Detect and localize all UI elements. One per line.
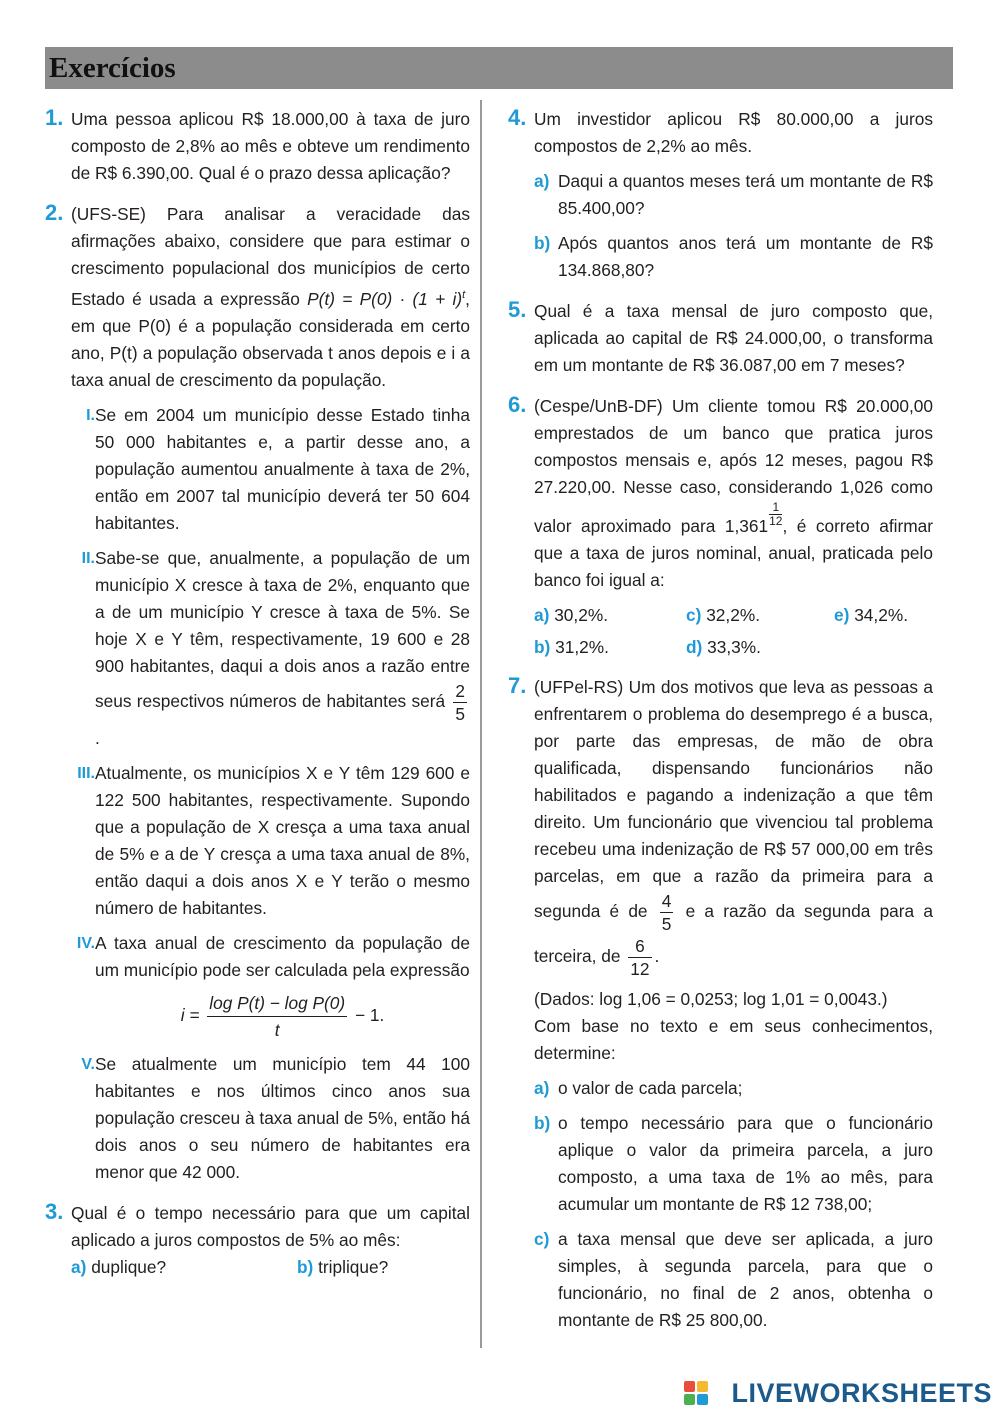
fraction-numerator: 2	[455, 680, 465, 701]
statement-body: Sabe-se que, anualmente, a população de um município X cresce à taxa de 2%, enquanto que a de um município Y cresce à taxa de 5%. Se hoje X e Y têm, respectivamente, 19 600 e 28 900 habitantes, daqui a dois anos a razão entre seus respectivos números de habitantes será	[95, 547, 470, 711]
item-text: Após quantos anos terá um montante de R$ 134.868,80?	[558, 233, 933, 280]
question-3	[45, 1200, 470, 1281]
fraction-numerator: 6	[628, 935, 651, 958]
item-letter: b)	[534, 233, 551, 253]
given-data: (Dados: log 1,06 = 0,0253; log 1,01 = 0,0043.)	[534, 988, 888, 1009]
question-5	[508, 298, 933, 379]
question-number: 5.	[508, 297, 527, 322]
question-2	[45, 201, 470, 394]
statement-text: A taxa anual de crescimento da população de um município pode ser calculada pela expressão	[95, 932, 470, 980]
item-4a	[508, 168, 933, 222]
expression-exponent: t	[462, 289, 466, 301]
fraction-1	[660, 890, 674, 935]
option-text: 32,2%.	[706, 604, 760, 625]
option-text: 34,2%.	[854, 604, 908, 625]
liveworksheets-logo-icon	[684, 1381, 708, 1405]
liveworksheets-brand[interactable]: LIVEWORKSHEETS	[731, 1378, 992, 1408]
formula-numerator: log P(t) − log P(0)	[207, 990, 347, 1017]
statement-end: .	[95, 727, 100, 748]
option-letter: b)	[297, 1256, 314, 1277]
statement-iii	[45, 760, 470, 922]
question-text	[534, 674, 933, 980]
roman-label: II.	[81, 549, 95, 567]
question-4	[508, 106, 933, 160]
fraction-denominator: 12	[630, 958, 650, 979]
question-number: 1.	[45, 105, 64, 130]
instruction-text: Com base no texto e em seus conhecimentos, determine:	[534, 1015, 933, 1063]
item-text: o valor de cada parcela;	[558, 1077, 743, 1098]
item-4b	[508, 230, 933, 284]
item-letter: a)	[534, 171, 550, 191]
option-text: 31,2%.	[555, 636, 609, 657]
question-text-part-1: (UFPel-RS) Um dos motivos que leva as pessoas a enfrentarem o problema do desemprego é a busca, por parte das empresas, de mão de obra qualificada, dispensando funcionários não habilitados e pagando a indenização a que têm direito. Um funcionário que vivenciou tal problema recebeu uma indenização de R$ 57 000,00 em três parcelas, em que a razão da primeira para a segunda é de	[534, 676, 933, 921]
question-number: 4.	[508, 105, 527, 130]
option-text: 33,3%.	[707, 636, 761, 657]
question-text-part-3: .	[654, 945, 660, 966]
formula-rhs: − 1.	[354, 1004, 385, 1025]
options-row-1	[534, 602, 933, 634]
page-title: Exercícios	[49, 52, 176, 84]
question-text-part-1: (Cespe/UnB-DF) Um cliente tomou R$ 20.000,00 emprestados de um banco que pratica juros compostos mensais e, após 12 meses, pagou R$ 27.220,00. Nesse caso, considerando 1,026 como valor aproximado para 1,361	[534, 396, 933, 536]
answer-options	[71, 1254, 470, 1281]
item-text: Daqui a quantos meses terá um montante de R$ 85.400,00?	[558, 171, 933, 218]
statement-iv	[45, 930, 470, 1043]
growth-formula	[95, 990, 470, 1043]
roman-label: V.	[81, 1055, 95, 1073]
fraction	[453, 680, 467, 725]
statement-text: Se em 2004 um município desse Estado tinha 50 000 habitantes e, a partir desse ano, a população aumentou anualmente à taxa de 2%, então em 2007 tal município deverá ter 50 604 habitantes.	[95, 404, 470, 533]
fraction-denominator: 5	[455, 703, 465, 724]
question-text-part-2: e a razão da segunda para a terceira, de	[534, 900, 933, 966]
question-text	[534, 393, 933, 594]
item-letter: b)	[534, 1112, 551, 1133]
question-number: 2.	[45, 200, 64, 225]
question-number: 7.	[508, 672, 527, 698]
statement-ii	[45, 545, 470, 752]
option-c	[686, 602, 760, 629]
roman-label: I.	[86, 406, 95, 424]
question-number: 6.	[508, 392, 527, 417]
option-e	[834, 602, 908, 629]
options-row-2	[534, 634, 933, 666]
left-column	[45, 106, 470, 1281]
roman-label: IV.	[76, 934, 95, 952]
title-bar	[45, 47, 953, 89]
option-a	[534, 602, 608, 629]
statement-v	[45, 1051, 470, 1186]
item-text: a taxa mensal que deve ser aplicada, a juro simples, à segunda parcela, para que o funcionário, no final de 2 anos, obtenha o montante de R$ 25 800,00.	[558, 1228, 933, 1330]
statement-i	[45, 402, 470, 537]
option-b	[297, 1254, 388, 1281]
column-divider	[480, 100, 482, 1348]
option-letter: c)	[686, 604, 702, 625]
option-a	[71, 1254, 166, 1281]
question-6	[508, 393, 933, 666]
option-letter: b)	[534, 636, 551, 657]
option-d	[686, 634, 761, 661]
option-letter: e)	[834, 604, 850, 625]
expression: P(t) = P(0) · (1 + i)	[307, 288, 463, 309]
option-letter: d)	[686, 636, 703, 657]
fraction-2	[628, 935, 651, 980]
option-letter: a)	[71, 1256, 87, 1277]
option-b	[534, 634, 609, 661]
question-text: Qual é o tempo necessário para que um capital aplicado a juros compostos de 5% ao mês:	[71, 1202, 470, 1250]
formula-fraction	[207, 990, 347, 1043]
item-7a	[508, 1075, 933, 1102]
question-text: Uma pessoa aplicou R$ 18.000,00 à taxa de juro composto de 2,8% ao mês e obteve um rendimento de R$ 6.390,00. Qual é o prazo dessa aplicação?	[71, 109, 470, 183]
exponent-fraction	[769, 501, 782, 528]
option-text: duplique?	[91, 1256, 167, 1277]
fraction-denominator: 5	[661, 913, 672, 934]
option-text: triplique?	[318, 1256, 389, 1277]
question-text-part-2: , é correto afirmar que a taxa de juros nominal, anual, praticada pelo banco foi igual a:	[534, 515, 933, 590]
exponent-denominator: 12	[769, 514, 783, 528]
option-text: 30,2%.	[554, 604, 608, 625]
formula-denominator: t	[274, 1019, 280, 1040]
option-letter: a)	[534, 604, 550, 625]
item-text: o tempo necessário para que o funcionário aplique o valor da primeira parcela, a juro composto, a uma taxa de 1% ao mês, para acumular um montante de R$ 12 738,00;	[558, 1112, 933, 1214]
item-letter: a)	[534, 1077, 550, 1098]
statement-text: Atualmente, os municípios X e Y têm 129 600 e 122 500 habitantes, respectivamente. Supondo que a população de X cresça a uma taxa anual de 5% e a de Y cresça a uma taxa anual de 8%, então daqui a dois anos X e Y terão o mesmo número de habitantes.	[95, 762, 470, 918]
statement-text: Se atualmente um município tem 44 100 habitantes e nos últimos cinco anos sua população cresceu à taxa anual de 5%, então há dois anos o seu número de habitantes era menor que 42 000.	[95, 1053, 470, 1182]
item-7b	[508, 1110, 933, 1218]
question-text: Qual é a taxa mensal de juro composto que, aplicada ao capital de R$ 24.000,00, o transforma em um montante de R$ 36.087,00 em 7 meses?	[534, 301, 933, 375]
fraction-numerator: 4	[661, 890, 672, 911]
statement-text	[95, 545, 470, 752]
item-7c	[508, 1226, 933, 1334]
question-1	[45, 106, 470, 187]
roman-label: III.	[77, 764, 95, 782]
question-7	[508, 674, 933, 1067]
question-number: 3.	[45, 1198, 64, 1224]
exponent-numerator: 1	[769, 501, 782, 515]
item-letter: c)	[534, 1228, 550, 1249]
intro-part-1: (UFS-SE) Para analisar a veracidade das afirmações abaixo, considere que para estimar o crescimento populacional dos municípios de certo Estado é usada a expressão	[71, 204, 470, 309]
intro-part-2: , em que P(0) é a população considerada em certo ano, P(t) a população observada t anos depois e i a taxa anual de crescimento da população.	[71, 288, 470, 390]
question-text	[71, 201, 470, 394]
question-text: Um investidor aplicou R$ 80.000,00 a juros compostos de 2,2% ao mês.	[534, 109, 933, 156]
right-column	[508, 106, 933, 1334]
formula-lhs: i =	[180, 1004, 200, 1025]
